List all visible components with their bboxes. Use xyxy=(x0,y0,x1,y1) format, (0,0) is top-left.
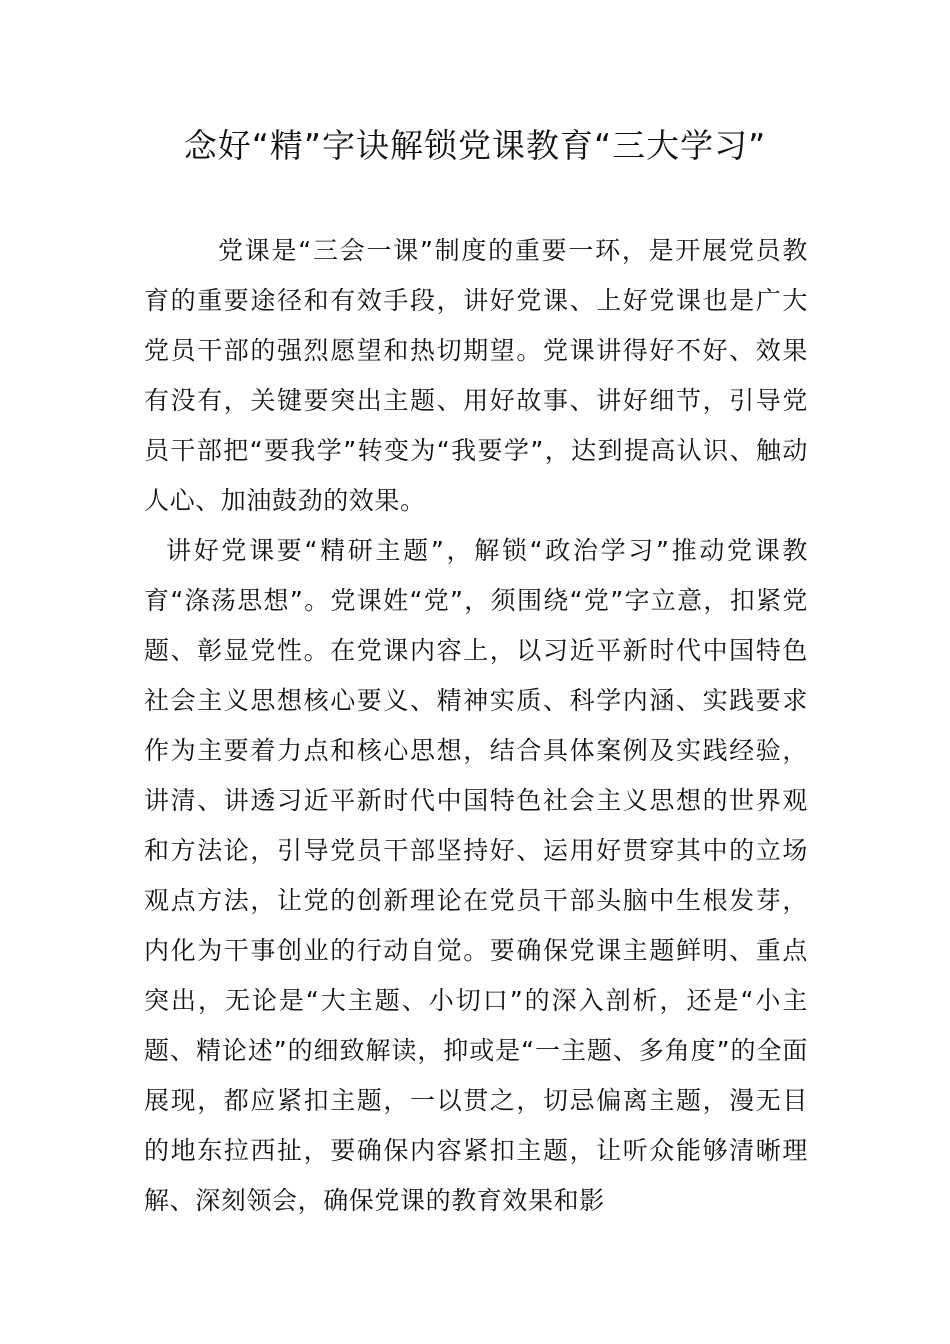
paragraph-political-study: 讲好党课要“精研主题”，解锁“政治学习”推动党课教育“涤荡思想”。党课姓“党”，须围绕“党”字立意，扣紧党题、彰显党性。在党课内容上，以习近平新时代中国特色社会主义思想核心要义、精神实质、科学内涵、实践要求作为主要着力点和核心思想，结合具体案例及实践经验，讲清、讲透习近平新时代中国特色社会主义思想的世界观和方法论，引导党员干部坚持好、运用好贯穿其中的立场观点方法，让党的创新理论在党员干部头脑中生根发芽，内化为干事创业的行动自觉。要确保党课主题鲜明、重点突出，无论是“大主题、小切口”的深入剖析，还是“小主题、精论述”的细致解读，抑或是“一主题、多角度”的全面展现，都应紧扣主题，一以贯之，切忌偏离主题，漫无目的地东拉西扯，要确保内容紧扣主题，让听众能够清晰理解、深刻领会，确保党课的教育效果和影 xyxy=(144,536,808,1215)
document-title: 念好“精”字诀解锁党课教育“三大学习” xyxy=(183,126,767,165)
document-body xyxy=(144,226,808,1226)
paragraph-intro: 党课是“三会一课”制度的重要一环，是开展党员教育的重要途径和有效手段，讲好党课、上好党课也是广大党员干部的强烈愿望和热切期望。党课讲得好不好、效果有没有，关键要突出主题、用好故事、讲好细节，引导党员干部把“要我学”转变为“我要学”，达到提高认识、触动人心、加油鼓劲的效果。 xyxy=(144,236,808,515)
